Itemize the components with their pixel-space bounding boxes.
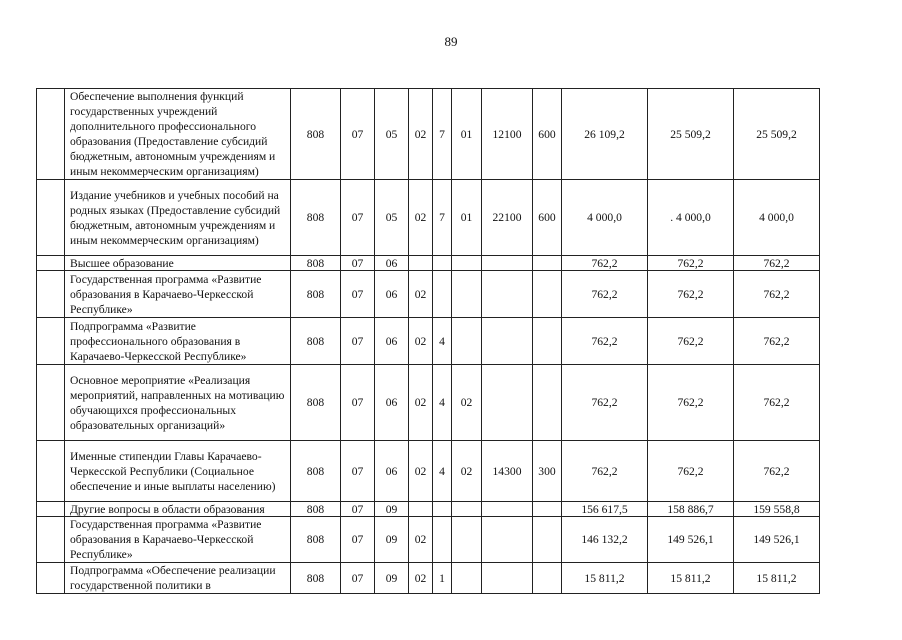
code-subsection: 09 bbox=[375, 563, 409, 594]
row-marker-cell bbox=[37, 89, 65, 180]
code-activity bbox=[452, 517, 482, 563]
amount-year-1: 762,2 bbox=[562, 256, 648, 271]
code-program: 02 bbox=[409, 271, 433, 318]
code-admin: 808 bbox=[291, 441, 341, 502]
amount-year-3: 4 000,0 bbox=[734, 180, 820, 256]
amount-year-3: 149 526,1 bbox=[734, 517, 820, 563]
code-expense-type bbox=[533, 563, 562, 594]
code-section: 07 bbox=[341, 365, 375, 441]
code-activity bbox=[452, 318, 482, 365]
amount-year-2: 762,2 bbox=[648, 318, 734, 365]
row-name: Издание учебников и учебных пособий на родных языках (Предоставление субсидий бюджетным, автономным учреждениям и иным некоммерческим организациям) bbox=[65, 180, 291, 256]
code-program: 02 bbox=[409, 365, 433, 441]
row-name: Подпрограмма «Развитие профессионального образования в Карачаево-Черкесской Республике» bbox=[65, 318, 291, 365]
code-admin: 808 bbox=[291, 517, 341, 563]
table-row bbox=[37, 563, 820, 594]
code-direction bbox=[482, 256, 533, 271]
code-section: 07 bbox=[341, 256, 375, 271]
code-program bbox=[409, 502, 433, 517]
amount-year-3: 762,2 bbox=[734, 441, 820, 502]
code-section: 07 bbox=[341, 271, 375, 318]
code-expense-type: 600 bbox=[533, 89, 562, 180]
budget-table bbox=[36, 88, 820, 594]
code-program: 02 bbox=[409, 180, 433, 256]
code-subsection: 09 bbox=[375, 517, 409, 563]
code-direction: 12100 bbox=[482, 89, 533, 180]
amount-year-1: 762,2 bbox=[562, 365, 648, 441]
code-expense-type bbox=[533, 318, 562, 365]
amount-year-3: 25 509,2 bbox=[734, 89, 820, 180]
code-subsection: 06 bbox=[375, 365, 409, 441]
code-subsection: 05 bbox=[375, 180, 409, 256]
table-row bbox=[37, 271, 820, 318]
amount-year-2: 762,2 bbox=[648, 271, 734, 318]
row-name: Обеспечение выполнения функций государственных учреждений дополнительного профессионального образования (Предоставление субсидий бюджетным, автономным учреждениям и иным некоммерческим организациям) bbox=[65, 89, 291, 180]
code-expense-type: 300 bbox=[533, 441, 562, 502]
amount-year-2: . 4 000,0 bbox=[648, 180, 734, 256]
table-row bbox=[37, 365, 820, 441]
amount-year-3: 159 558,8 bbox=[734, 502, 820, 517]
amount-year-1: 762,2 bbox=[562, 271, 648, 318]
code-activity: 02 bbox=[452, 365, 482, 441]
code-section: 07 bbox=[341, 89, 375, 180]
code-section: 07 bbox=[341, 563, 375, 594]
code-direction: 22100 bbox=[482, 180, 533, 256]
row-marker-cell bbox=[37, 180, 65, 256]
code-expense-type bbox=[533, 256, 562, 271]
amount-year-1: 26 109,2 bbox=[562, 89, 648, 180]
code-direction bbox=[482, 517, 533, 563]
code-subprogram: 7 bbox=[433, 89, 452, 180]
row-name: Именные стипендии Главы Карачаево-Черкесской Республики (Социальное обеспечение и иные выплаты населению) bbox=[65, 441, 291, 502]
amount-year-3: 762,2 bbox=[734, 365, 820, 441]
code-expense-type bbox=[533, 271, 562, 318]
code-admin: 808 bbox=[291, 365, 341, 441]
code-admin: 808 bbox=[291, 180, 341, 256]
row-name: Основное мероприятие «Реализация мероприятий, направленных на мотивацию обучающихся профессиональных образовательных организаций» bbox=[65, 365, 291, 441]
code-program: 02 bbox=[409, 318, 433, 365]
amount-year-3: 762,2 bbox=[734, 256, 820, 271]
row-name: Государственная программа «Развитие образования в Карачаево-Черкесской Республике» bbox=[65, 271, 291, 318]
page-number: 89 bbox=[444, 34, 458, 49]
code-expense-type: 600 bbox=[533, 180, 562, 256]
code-program: 02 bbox=[409, 563, 433, 594]
table-row bbox=[37, 502, 820, 517]
code-section: 07 bbox=[341, 502, 375, 517]
code-direction bbox=[482, 318, 533, 365]
code-direction bbox=[482, 502, 533, 517]
table-row bbox=[37, 180, 820, 256]
code-subprogram bbox=[433, 517, 452, 563]
amount-year-2: 25 509,2 bbox=[648, 89, 734, 180]
row-name: Другие вопросы в области образования bbox=[65, 502, 291, 517]
row-name: Подпрограмма «Обеспечение реализации государственной политики в bbox=[65, 563, 291, 594]
code-activity bbox=[452, 271, 482, 318]
amount-year-3: 15 811,2 bbox=[734, 563, 820, 594]
table-row bbox=[37, 318, 820, 365]
amount-year-1: 146 132,2 bbox=[562, 517, 648, 563]
code-activity: 01 bbox=[452, 180, 482, 256]
code-subsection: 06 bbox=[375, 271, 409, 318]
row-marker-cell bbox=[37, 441, 65, 502]
table-row bbox=[37, 441, 820, 502]
code-subprogram: 4 bbox=[433, 365, 452, 441]
amount-year-2: 762,2 bbox=[648, 256, 734, 271]
row-marker-cell bbox=[37, 271, 65, 318]
row-marker-cell bbox=[37, 517, 65, 563]
row-name: Высшее образование bbox=[65, 256, 291, 271]
code-section: 07 bbox=[341, 180, 375, 256]
row-marker-cell bbox=[37, 318, 65, 365]
row-marker-cell bbox=[37, 365, 65, 441]
amount-year-2: 158 886,7 bbox=[648, 502, 734, 517]
code-program bbox=[409, 256, 433, 271]
code-admin: 808 bbox=[291, 563, 341, 594]
code-admin: 808 bbox=[291, 256, 341, 271]
code-admin: 808 bbox=[291, 318, 341, 365]
amount-year-2: 762,2 bbox=[648, 441, 734, 502]
table-row bbox=[37, 89, 820, 180]
code-subprogram: 1 bbox=[433, 563, 452, 594]
code-subprogram: 4 bbox=[433, 318, 452, 365]
code-activity: 01 bbox=[452, 89, 482, 180]
code-admin: 808 bbox=[291, 502, 341, 517]
code-section: 07 bbox=[341, 441, 375, 502]
code-activity: 02 bbox=[452, 441, 482, 502]
code-subprogram: 4 bbox=[433, 441, 452, 502]
code-subprogram: 7 bbox=[433, 180, 452, 256]
code-expense-type bbox=[533, 365, 562, 441]
code-program: 02 bbox=[409, 441, 433, 502]
code-activity bbox=[452, 256, 482, 271]
amount-year-3: 762,2 bbox=[734, 318, 820, 365]
code-subsection: 05 bbox=[375, 89, 409, 180]
row-name: Государственная программа «Развитие образования в Карачаево-Черкесской Республике» bbox=[65, 517, 291, 563]
amount-year-2: 762,2 bbox=[648, 365, 734, 441]
amount-year-1: 15 811,2 bbox=[562, 563, 648, 594]
row-marker-cell bbox=[37, 256, 65, 271]
amount-year-3: 762,2 bbox=[734, 271, 820, 318]
amount-year-2: 149 526,1 bbox=[648, 517, 734, 563]
code-subsection: 09 bbox=[375, 502, 409, 517]
amount-year-2: 15 811,2 bbox=[648, 563, 734, 594]
code-activity bbox=[452, 563, 482, 594]
code-admin: 808 bbox=[291, 271, 341, 318]
code-subprogram bbox=[433, 502, 452, 517]
code-direction bbox=[482, 365, 533, 441]
code-subsection: 06 bbox=[375, 256, 409, 271]
row-marker-cell bbox=[37, 502, 65, 517]
row-marker-cell bbox=[37, 563, 65, 594]
code-expense-type bbox=[533, 517, 562, 563]
code-admin: 808 bbox=[291, 89, 341, 180]
code-section: 07 bbox=[341, 517, 375, 563]
code-subprogram bbox=[433, 271, 452, 318]
code-subprogram bbox=[433, 256, 452, 271]
amount-year-1: 762,2 bbox=[562, 318, 648, 365]
code-activity bbox=[452, 502, 482, 517]
code-direction bbox=[482, 563, 533, 594]
amount-year-1: 156 617,5 bbox=[562, 502, 648, 517]
table-row bbox=[37, 517, 820, 563]
code-section: 07 bbox=[341, 318, 375, 365]
code-direction: 14300 bbox=[482, 441, 533, 502]
amount-year-1: 762,2 bbox=[562, 441, 648, 502]
code-expense-type bbox=[533, 502, 562, 517]
code-subsection: 06 bbox=[375, 318, 409, 365]
code-direction bbox=[482, 271, 533, 318]
code-program: 02 bbox=[409, 89, 433, 180]
amount-year-1: 4 000,0 bbox=[562, 180, 648, 256]
table-row bbox=[37, 256, 820, 271]
code-program: 02 bbox=[409, 517, 433, 563]
code-subsection: 06 bbox=[375, 441, 409, 502]
